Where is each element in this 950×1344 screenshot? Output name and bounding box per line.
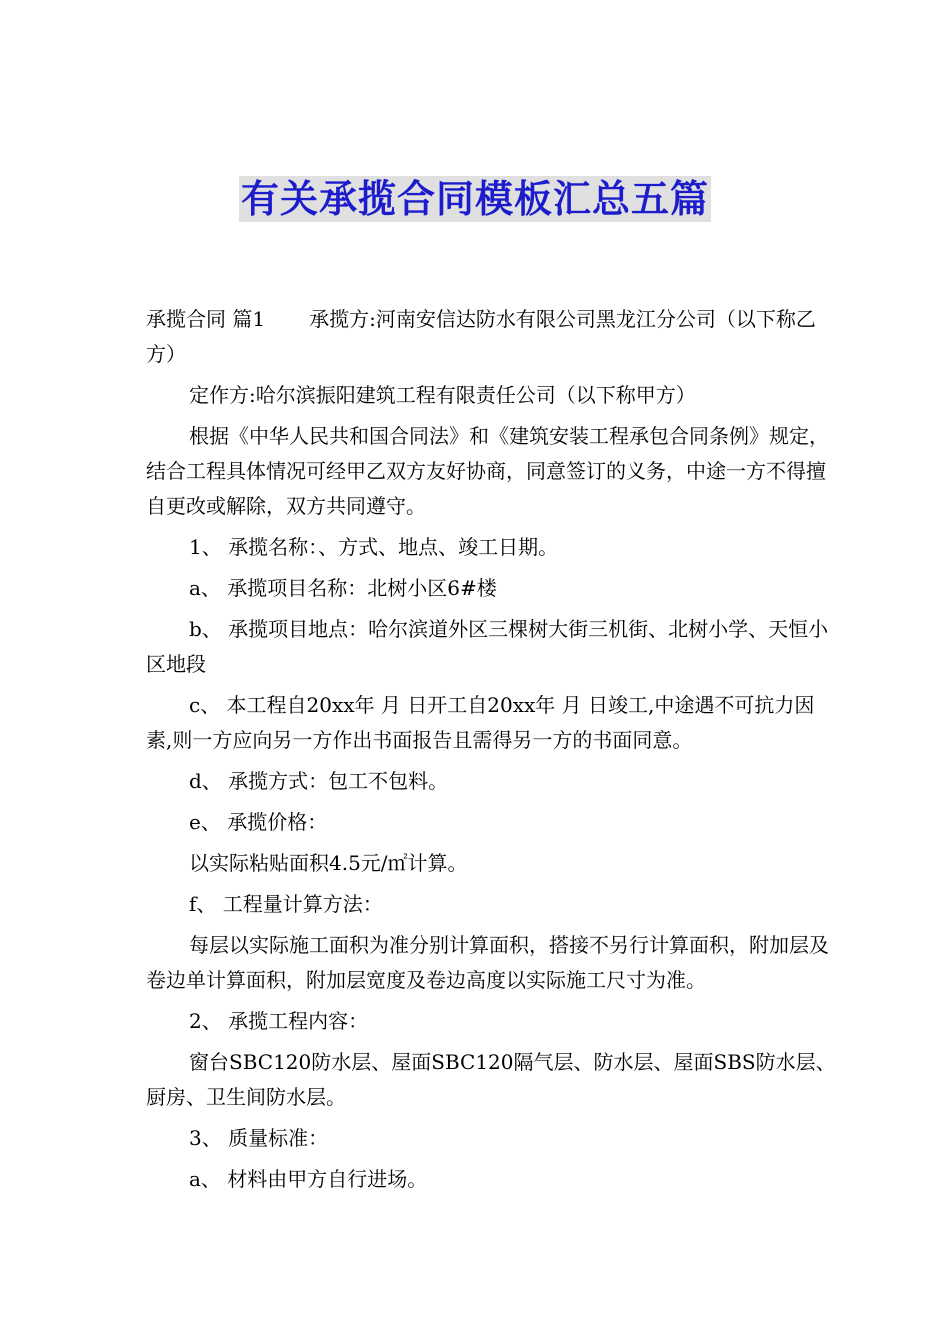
paragraph-contractor [146,302,836,372]
clause-1f: f、 工程量计算方法： [189,892,383,916]
paragraph-client: 定作方:哈尔滨振阳建筑工程有限责任公司（以下称甲方） [189,383,696,407]
contractor-line: 承揽方:河南安信达防水有限公司黑龙江分公司（以下称乙方） [146,307,816,366]
clause-3a: a、 材料由甲方自行进场。 [189,1167,428,1191]
calc-method: 每层以实际施工面积为准分别计算面积，搭接不另行计算面积，附加层及卷边单计算面积，附加层宽度及卷边高度以实际施工尺寸为准。 [146,933,829,992]
document-body [146,302,836,1203]
clause-1b: b、 承揽项目地点：哈尔滨道外区三棵树大街三机街、北树小学、天恒小区地段 [146,617,829,676]
clause-2: 2、 承揽工程内容： [189,1009,369,1033]
section-heading: 承揽合同 篇1 [146,307,266,331]
clause-1d: d、 承揽方式：包工不包料。 [189,769,449,793]
document-title: 有关承揽合同模板汇总五篇 [240,177,709,221]
clause-1e: e、 承揽价格： [189,810,328,834]
work-content: 窗台SBC120防水层、屋面SBC120隔气层、防水层、屋面SBS防水层、厨房、卫生间防水层。 [146,1050,836,1109]
title-container [0,176,950,222]
clause-1: 1、 承揽名称：、方式、地点、竣工日期。 [189,535,559,559]
price-line: 以实际粘贴面积4.5元/㎡计算。 [189,851,468,875]
paragraph-basis: 根据《中华人民共和国合同法》和《建筑安装工程承包合同条例》规定，结合工程具体情况可经甲乙双方友好协商，同意签订的义务，中途一方不得擅自更改或解除，双方共同遵守。 [146,424,829,518]
clause-1a: a、 承揽项目名称：北树小区6#楼 [189,576,497,600]
clause-1c: c、 本工程自20xx年 月 日开工自20xx年 月 日竣工,中途遇不可抗力因素,则一方应向另一方作出书面报告且需得另一方的书面同意。 [146,693,815,752]
clause-3: 3、 质量标准： [189,1126,329,1150]
